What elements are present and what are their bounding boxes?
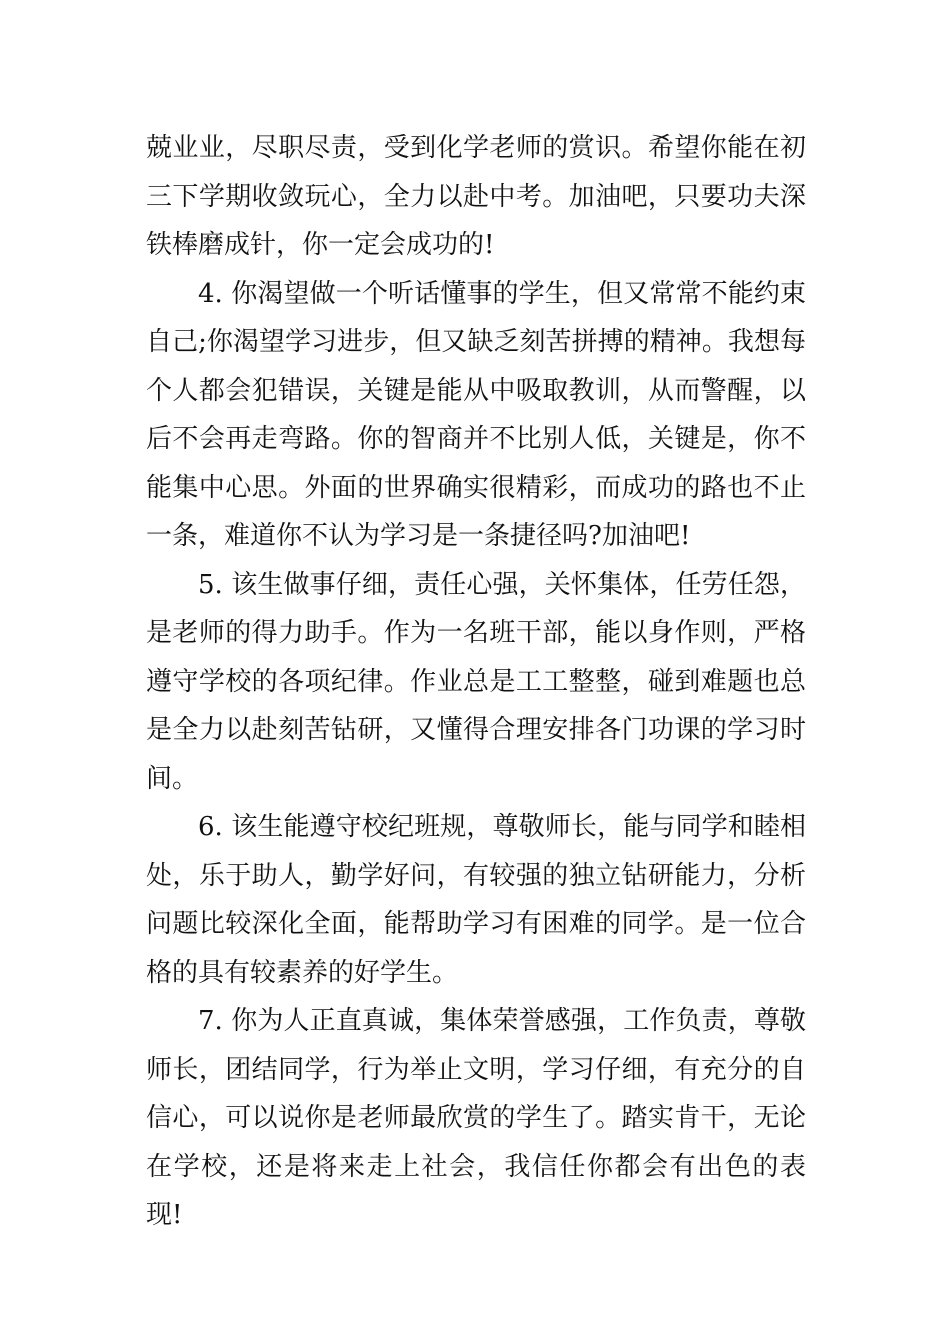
text-line: 师长，团结同学，行为举止文明，学习仔细，有充分的自	[146, 1054, 806, 1085]
text-line: 7. 你为人正直真诚，集体荣誉感强，工作负责，尊敬	[198, 1006, 806, 1036]
paragraph-item-7	[146, 997, 806, 1240]
document-body	[146, 124, 806, 1240]
text-line: 一条，难道你不认为学习是一条捷径吗?加油吧!	[146, 521, 691, 551]
text-line: 5. 该生做事仔细，责任心强，关怀集体，任劳任怨，	[198, 569, 806, 600]
paragraph-item-6	[146, 803, 806, 997]
text-line: 4. 你渴望做一个听话懂事的学生，但又常常不能约束	[198, 278, 806, 309]
text-line: 能集中心思。外面的世界确实很精彩，而成功的路也不止	[146, 472, 806, 503]
text-line: 遵守学校的各项纪律。作业总是工工整整，碰到难题也总	[146, 666, 806, 697]
text-line: 处，乐于助人，勤学好问，有较强的独立钻研能力，分析	[146, 860, 806, 891]
paragraph-item-5	[146, 561, 806, 804]
text-line: 三下学期收敛玩心，全力以赴中考。加油吧，只要功夫深	[146, 181, 806, 212]
paragraph-continuation	[146, 124, 806, 270]
text-line: 格的具有较素养的好学生。	[146, 957, 459, 988]
text-line: 问题比较深化全面，能帮助学习有困难的同学。是一位合	[146, 909, 806, 939]
text-line: 个人都会犯错误，关键是能从中吸取教训，从而警醒，以	[146, 375, 806, 406]
text-line: 是全力以赴刻苦钻研，又懂得合理安排各门功课的学习时	[146, 715, 806, 745]
text-line: 后不会再走弯路。你的智商并不比别人低，关键是，你不	[146, 424, 806, 454]
text-line: 是老师的得力助手。作为一名班干部，能以身作则，严格	[146, 618, 806, 648]
text-line: 铁棒磨成针，你一定会成功的!	[146, 230, 495, 260]
text-line: 6. 该生能遵守校纪班规，尊敬师长，能与同学和睦相	[198, 812, 806, 842]
text-line: 间。	[146, 763, 199, 794]
text-line: 在学校，还是将来走上社会，我信任你都会有出色的表现!	[146, 1151, 806, 1230]
text-line: 兢业业，尽职尽责，受到化学老师的赏识。希望你能在初	[146, 133, 806, 163]
paragraph-item-4	[146, 270, 806, 561]
text-line: 自己;你渴望学习进步，但又缺乏刻苦拼搏的精神。我想每	[146, 327, 806, 357]
text-line: 信心，可以说你是老师最欣赏的学生了。踏实肯干，无论	[146, 1103, 806, 1133]
